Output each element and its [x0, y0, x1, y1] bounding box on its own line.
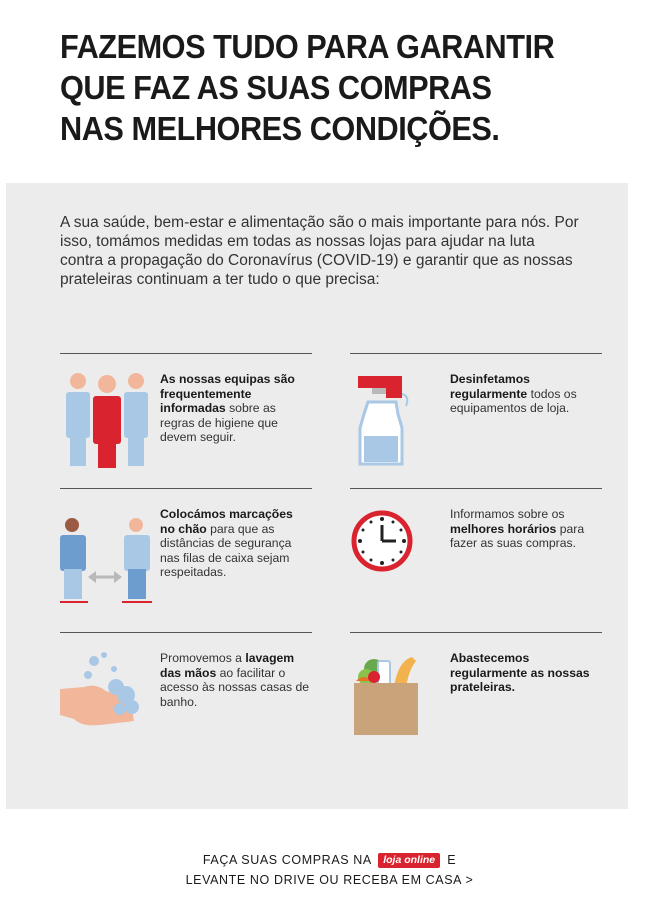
measure-item-hand-washing [60, 632, 312, 753]
cta-line-1 [0, 850, 659, 870]
measure-text-regular: ao facilitar o acesso às nossas casas de banho. [160, 665, 310, 709]
measure-text-regular: Promovemos a [160, 651, 246, 665]
headline-line-2: QUE FAZ AS SUAS COMPRAS [60, 69, 492, 106]
social-distance-icon [60, 503, 154, 603]
hand-washing-icon [60, 647, 154, 747]
measure-item-disinfection [350, 353, 602, 474]
measure-text-staff [160, 372, 310, 445]
cta-text-after: E [447, 853, 457, 867]
measure-text-floor-markings [160, 507, 310, 580]
spray-bottle-icon [350, 368, 444, 468]
measure-item-restocking [350, 632, 602, 753]
measures-panel [6, 183, 628, 809]
page-headline [60, 26, 581, 149]
headline-line-1: FAZEMOS TUDO PARA GARANTIR [60, 28, 555, 65]
clock-icon [350, 503, 444, 603]
measure-text-restocking [450, 651, 600, 695]
headline-line-3: NAS MELHORES CONDIÇÕES. [60, 110, 500, 147]
measure-text-bold: Colocámos marcações no chão [160, 507, 293, 536]
measure-text-bold: lavagem das mãos [160, 651, 295, 680]
measure-text-bold: As nossas equipas são frequentemente informadas [160, 372, 295, 416]
measure-text-bold: Desinfetamos regularmente [450, 372, 530, 401]
measure-text-bold: melhores horários [450, 521, 557, 536]
measure-text-hand-washing [160, 651, 310, 709]
measure-text-best-hours [450, 507, 600, 551]
measure-text-disinfection [450, 372, 600, 416]
cta-text-before: FAÇA SUAS COMPRAS NA [202, 853, 372, 867]
measure-text-regular: Informamos sobre os [450, 507, 565, 521]
measure-text-regular: para fazer as suas compras. [450, 521, 585, 551]
loja-online-badge: loja online [378, 853, 440, 868]
measure-text-regular: para que as distâncias de segurança nas filas de caixa sejam respeitadas. [160, 521, 292, 580]
intro-text: A sua saúde, bem-estar e alimentação são o mais importante para nós. Por isso, tomámos medidas em todas as nossas lojas para ajudar na luta contra a propagação do Coronavírus (COVID-19) e garantir que as nossas prateleiras continuam a ter tudo o que precisa: [60, 214, 579, 288]
measure-item-best-hours [350, 488, 602, 609]
grocery-bag-icon [350, 647, 444, 747]
measure-text-bold: Abastecemos regularmente as nossas prateleiras. [450, 651, 590, 695]
measure-item-staff [60, 353, 312, 474]
measure-text-regular: todos os equipamentos de loja. [450, 386, 577, 416]
shop-online-cta-link[interactable] [0, 850, 659, 890]
staff-people-icon [60, 368, 154, 468]
measure-text-regular: sobre as regras de higiene que devem seguir. [160, 401, 278, 445]
cta-line-2: LEVANTE NO DRIVE OU RECEBA EM CASA > [185, 873, 474, 887]
measure-item-floor-markings [60, 488, 312, 609]
